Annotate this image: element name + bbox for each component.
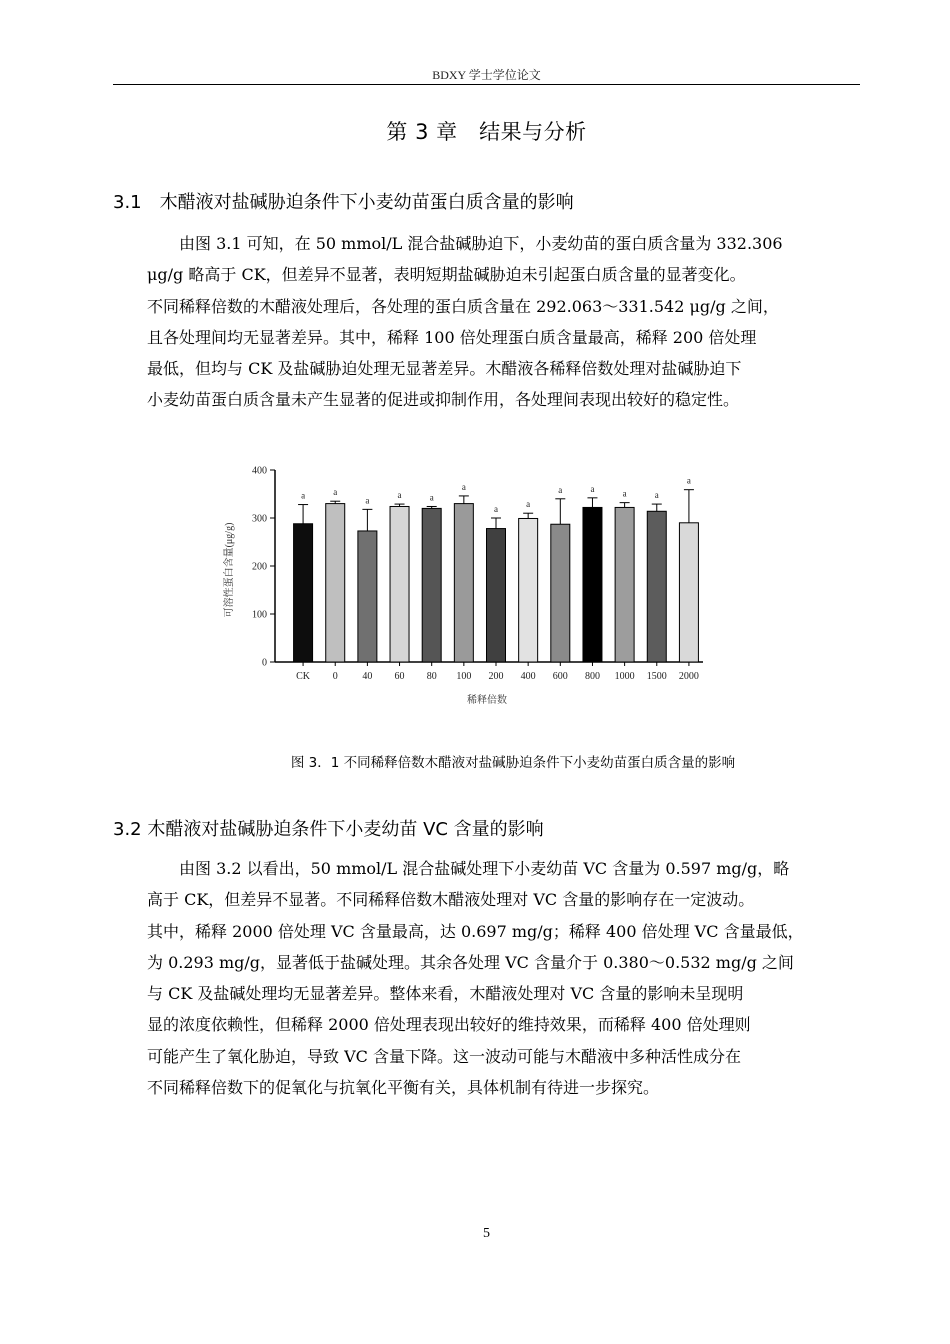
paragraph-line: 小麦幼苗蛋白质含量未产生显著的促进或抑制作用，各处理间表现出较好的稳定性。	[147, 390, 740, 410]
x-tick-label: 40	[362, 671, 373, 682]
paragraph-line: 且各处理间均无显著差异。其中，稀释 100 倍处理蛋白质含量最高，稀释 200 倍处理	[147, 327, 757, 347]
paragraph-line: μg/g 略高于 CK，但差异不显著，表明短期盐碱胁迫未引起蛋白质含量的显著变化。	[147, 265, 746, 285]
y-tick-label: 100	[252, 609, 267, 621]
page-number: 5	[483, 1226, 490, 1241]
bar	[679, 523, 698, 662]
paragraph-line: 不同稀释倍数下的促氧化与抗氧化平衡有关，具体机制有待进一步探究。	[147, 1078, 660, 1098]
paragraph-line: 为 0.293 mg/g，显著低于盐碱处理。其余各处理 VC 含量介于 0.380～0.532 mg/g 之间	[147, 952, 794, 972]
x-axis-label: 稀释倍数	[467, 695, 507, 706]
significance-label: a	[526, 499, 531, 510]
significance-label: a	[654, 490, 659, 501]
bar	[583, 507, 602, 662]
significance-label: a	[494, 504, 498, 514]
bar	[390, 506, 409, 662]
x-tick-label: 1000	[614, 671, 635, 682]
x-tick-label: 400	[520, 671, 536, 682]
bar	[487, 529, 506, 662]
paragraph-line: 可能产生了氧化胁迫，导致 VC 含量下降。这一波动可能与木醋液中多种活性成分在	[147, 1046, 741, 1066]
section-3-2-heading: 3.2 木醋液对盐碱胁迫条件下小麦幼苗 VC 含量的影响	[113, 819, 544, 840]
paragraph-line: 与 CK 及盐碱处理均无显著差异。整体来看，木醋液处理对 VC 含量的影响未呈现明	[147, 984, 744, 1004]
significance-label: a	[590, 483, 595, 494]
x-tick-label: 200	[488, 671, 504, 682]
x-tick-label: CK	[296, 671, 311, 682]
significance-label: a	[301, 490, 306, 501]
x-tick-label: 60	[394, 671, 405, 682]
y-tick-label: 400	[252, 465, 267, 477]
y-tick-label: 300	[252, 513, 267, 525]
paragraph-line: 最低，但均与 CK 及盐碱胁迫处理无显著差异。木醋液各稀释倍数处理对盐碱胁迫下	[147, 359, 742, 379]
significance-label: a	[686, 475, 691, 486]
x-tick-label: 600	[552, 671, 568, 682]
x-tick-label: 0	[332, 671, 338, 682]
y-axis-label: 可溶性蛋白含量(μg/g)	[224, 522, 235, 618]
bar	[294, 524, 313, 662]
paragraph-line: 由图 3.2 以看出，50 mmol/L 混合盐碱处理下小麦幼苗 VC 含量为 0.597 mg/g，略	[147, 859, 790, 878]
section-3-1-heading: 3.1 木醋液对盐碱胁迫条件下小麦幼苗蛋白质含量的影响	[113, 192, 574, 213]
significance-label: a	[558, 484, 563, 495]
paragraph-line: 由图 3.1 可知，在 50 mmol/L 混合盐碱胁迫下，小麦幼苗的蛋白质含量为 332.306	[147, 234, 783, 253]
paragraph-line: 其中，稀释 2000 倍处理 VC 含量最高，达 0.697 mg/g；稀释 400 倍处理 VC 含量最低，	[147, 921, 804, 941]
significance-label: a	[429, 492, 434, 503]
y-tick-label: 200	[252, 561, 267, 573]
bar	[422, 508, 441, 662]
y-tick-label: 0	[262, 657, 267, 669]
running-header: BDXY 学士学位论文	[432, 68, 541, 82]
bar	[326, 504, 345, 662]
x-tick-label: 800	[584, 671, 600, 682]
bar	[615, 507, 634, 662]
protein-bar-chart	[215, 458, 725, 723]
significance-label: a	[397, 490, 402, 501]
significance-label: a	[365, 495, 370, 506]
figure-3-1-caption: 图 3．1 不同稀释倍数木醋液对盐碱胁迫条件下小麦幼苗蛋白质含量的影响	[290, 755, 736, 771]
paragraph-line: 高于 CK，但差异不显著。不同稀释倍数木醋液处理对 VC 含量的影响存在一定波动。	[147, 890, 755, 910]
bar	[454, 504, 473, 662]
x-tick-label: 1500	[646, 671, 667, 682]
bar	[519, 518, 538, 662]
significance-label: a	[461, 481, 466, 492]
bar	[647, 511, 666, 662]
section-3-2-paragraph	[147, 853, 867, 1103]
x-tick-label: 2000	[678, 671, 699, 682]
significance-label: a	[333, 487, 338, 498]
paragraph-line: 不同稀释倍数的木醋液处理后，各处理的蛋白质含量在 292.063～331.542 μg/g 之间，	[147, 296, 779, 316]
paragraph-line: 显的浓度依赖性，但稀释 2000 倍处理表现出较好的维持效果，而稀释 400 倍处理则	[147, 1015, 751, 1035]
x-tick-label: 80	[426, 671, 437, 682]
section-3-1-paragraph	[147, 228, 867, 416]
significance-label: a	[622, 488, 627, 499]
header-divider	[113, 84, 860, 85]
bar	[358, 531, 377, 662]
bar	[551, 524, 570, 662]
chapter-title: 第 3 章 结果与分析	[386, 120, 587, 144]
figure-3-1	[215, 458, 725, 723]
x-tick-label: 100	[456, 671, 472, 682]
